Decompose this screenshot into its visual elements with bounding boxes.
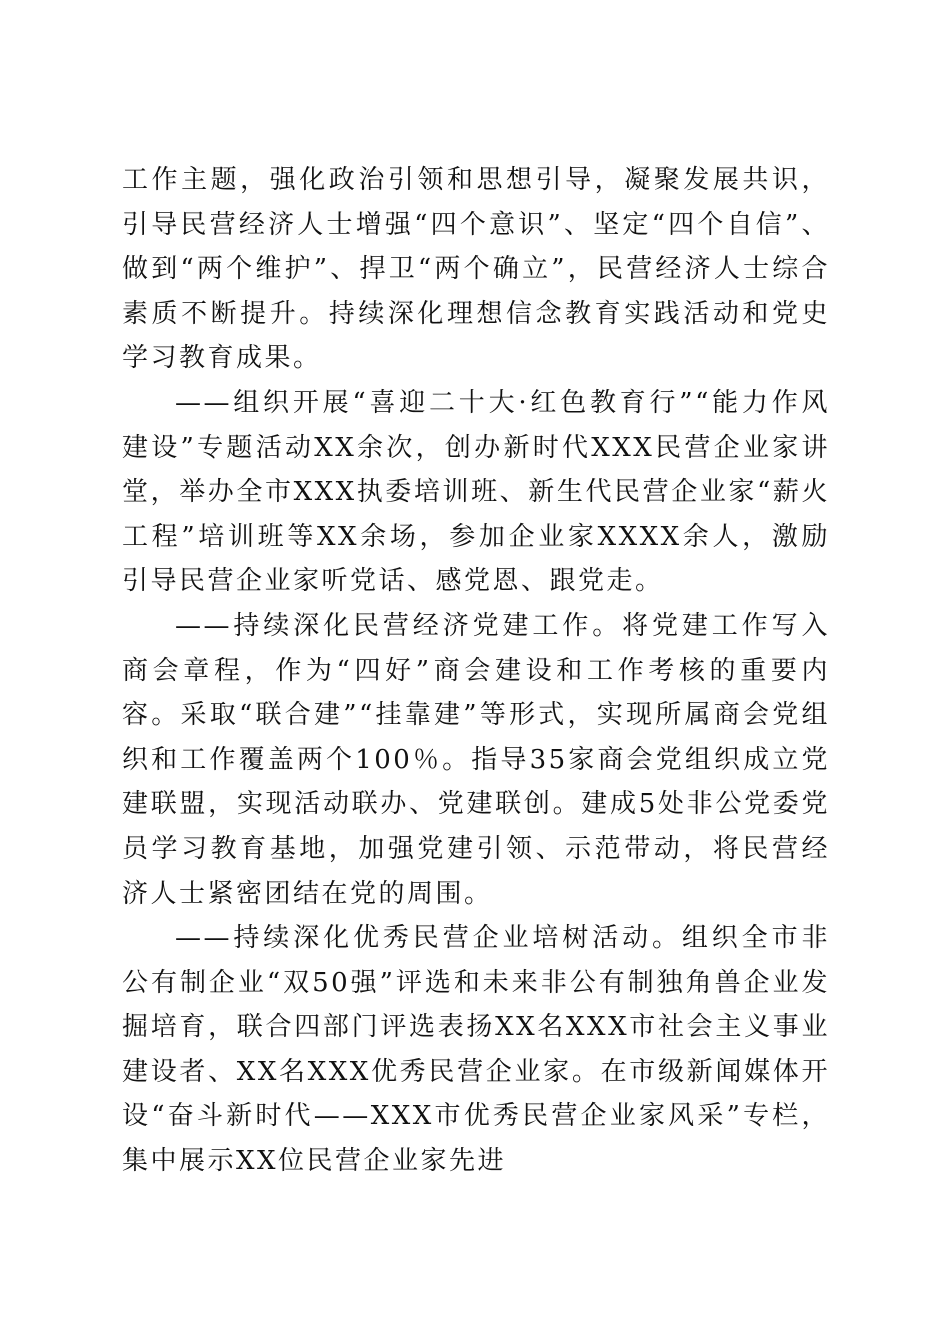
paragraph-work-theme: 工作主题，强化政治引领和思想引导，凝聚发展共识，引导民营经济人士增强“四个意识”、坚定“四个自信”、做到“两个维护”、捍卫“两个确立”，民营经济人士综合素质不断提升。持续深化理想信念教育实践活动和党史学习教育成果。 xyxy=(122,165,830,374)
document-page xyxy=(122,158,830,1184)
paragraph-red-education: ——组织开展“喜迎二十大·红色教育行”“能力作风建设”专题活动XX余次，创办新时代XXX民营企业家讲堂，举办全市XXX执委培训班、新生代民营企业家“薪火工程”培训班等XX余场，参加企业家XXXX余人，激励引导民营企业家听党话、感党恩、跟党走。 xyxy=(122,387,830,597)
paragraph-excellent-enterprises: ——持续深化优秀民营企业培树活动。组织全市非公有制企业“双50强”评选和未来非公有制独角兽企业发掘培育，联合四部门评选表扬XX名XXX市社会主义事业建设者、XX名XXX优秀民营企业家。在市级新闻媒体开设“奋斗新时代——XXX市优秀民营企业家风采”专栏，集中展示XX位民营企业家先进 xyxy=(122,923,830,1177)
paragraph-party-building: ——持续深化民营经济党建工作。将党建工作写入商会章程，作为“四好”商会建设和工作考核的重要内容。采取“联合建”“挂靠建”等形式，实现所属商会党组织和工作覆盖两个100％。指导35家商会党组织成立党建联盟，实现活动联办、党建联创。建成5处非公党委党员学习教育基地，加强党建引领、示范带动，将民营经济人士紧密团结在党的周围。 xyxy=(122,610,830,909)
